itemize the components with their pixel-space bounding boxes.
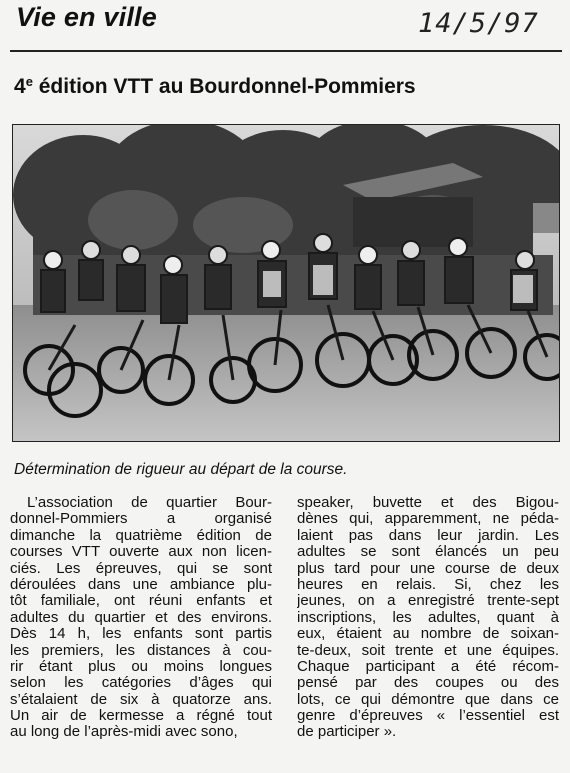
- article-text-line: courses VTT ouverte aux non licen-: [10, 544, 272, 561]
- photo-caption: Détermination de rigueur au départ de la course.: [14, 461, 348, 478]
- article-text-line: les premiers, les distances à cou-: [10, 642, 272, 659]
- article-text-line: Dès 14 h, les enfants sont partis: [10, 626, 272, 643]
- article-text-line: Chaque participant a été récom-: [297, 658, 559, 675]
- handwritten-date: 14/5/97: [418, 8, 539, 39]
- article-headline: [14, 74, 416, 99]
- article-text-line: eux, étaient au nombre de soixan-: [297, 626, 559, 643]
- article-text-line: lots, ce qui démontre que dans ce: [297, 691, 559, 708]
- article-text-line: rir étant plus ou moins longues: [10, 658, 272, 675]
- article-photo: [12, 124, 560, 442]
- headline-ordinal-suffix: e: [25, 74, 33, 89]
- article-text-line: genre d’épreuves « l’essentiel est: [297, 708, 559, 725]
- header-rule: [10, 50, 562, 52]
- section-title: Vie en ville: [16, 2, 157, 32]
- article-text-line: selon les catégories d’âges qui: [10, 675, 272, 692]
- article-text-line: speaker, buvette et des Bigou-: [297, 495, 559, 511]
- article-text-line: inscriptions, les adultes, quant à: [297, 609, 559, 626]
- article-text-line: déroulées dans une ambiance plu-: [10, 576, 272, 593]
- article-text-line: s’étalaient de six à quatorze ans.: [10, 691, 272, 708]
- article-column-right: [297, 495, 559, 741]
- article-text-line: plus tard pour une course de deux: [297, 560, 559, 577]
- article-text-line: dimanche la quatrième édition de: [10, 527, 272, 544]
- article-text-line: au long de l’après-midi avec sono,: [10, 724, 238, 741]
- article-text-line: adultes du quartier et des environs.: [10, 609, 272, 626]
- article-text-line: te-deux, soit trente et une équipes.: [297, 642, 559, 659]
- article-text-line: Un air de kermesse a régné tout: [10, 708, 272, 725]
- article-text-line: ciés. Les épreuves, qui se sont: [10, 560, 272, 577]
- article-text-line: L’association de quartier Bour-: [27, 495, 272, 511]
- article-text-line: de participer ».: [297, 724, 397, 741]
- article-text-line: dènes qui, apparemment, ne péda-: [297, 511, 559, 528]
- article-text-line: pensé par des coupes ou des: [297, 675, 559, 692]
- article-text-line: donnel-Pommiers a organisé: [10, 511, 272, 528]
- article-text-line: tôt familiale, ont réuni enfants et: [10, 593, 272, 610]
- headline-ordinal: 4: [14, 75, 26, 98]
- cyclists-photo: [13, 125, 559, 441]
- article-column-left: [10, 495, 272, 741]
- article-text-line: heures en relais. Si, chez les: [297, 576, 559, 593]
- article-text-line: adultes se sont élancés un peu: [297, 544, 559, 561]
- article-text-line: jeunes, on a enregistré trente-sept: [297, 593, 559, 610]
- article-text-line: laient pas dans leur jardin. Les: [297, 527, 559, 544]
- headline-text: édition VTT au Bourdonnel-Pommiers: [32, 75, 416, 98]
